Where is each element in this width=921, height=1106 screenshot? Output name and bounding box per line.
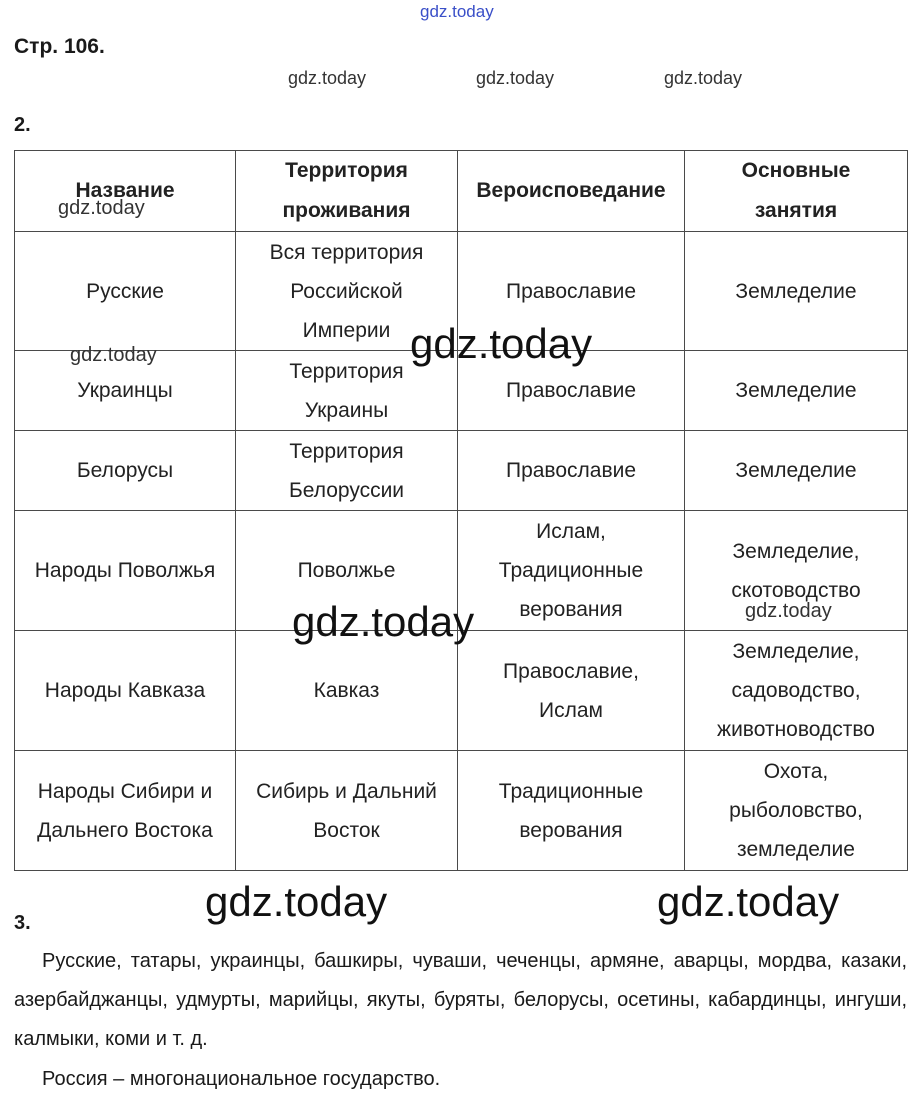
cell-name: Белорусы [15, 431, 236, 511]
cell-occupation: Охота, рыболовство, земледелие [685, 751, 908, 871]
cell-occupation: Земледелие [685, 351, 908, 431]
cell-territory: Сибирь и Дальний Восток [236, 751, 458, 871]
watermark-large: gdz.today [410, 320, 593, 367]
header-territory: Территория проживания [236, 151, 458, 232]
header-occupation: Основные занятия [685, 151, 908, 232]
cell-territory: Территория Белоруссии [236, 431, 458, 511]
cell-occupation: Земледелие, скотоводство [685, 511, 908, 631]
watermark-top: gdz.today [420, 2, 494, 21]
table-row [15, 751, 908, 871]
cell-religion: Православие [458, 232, 685, 351]
peoples-list-paragraph: Русские, татары, украинцы, башкиры, чуваши, чеченцы, армяне, аварцы, мордва, казаки, азербайджанцы, удмурты, марийцы, якуты, буряты, белорусы, осетины, кабардинцы, ингуши, калмыки, коми и т. д. [14, 950, 907, 1050]
cell-name: Народы Сибири и Дальнего Востока [15, 751, 236, 871]
table-row [15, 631, 908, 751]
header-name: Название [15, 151, 236, 232]
cell-occupation: Земледелие, садоводство, животноводство [685, 631, 908, 751]
conclusion-paragraph: Россия – многонациональное государство. [42, 1068, 441, 1090]
cell-religion: Православие [458, 431, 685, 511]
watermark: gdz.today [58, 197, 145, 219]
page-title: Стр. 106. [14, 35, 105, 58]
section-number-3: 3. [14, 912, 31, 934]
watermark-large: gdz.today [657, 878, 840, 925]
table-header-row [15, 151, 908, 232]
cell-territory: Поволжье [236, 511, 458, 631]
watermark-large: gdz.today [292, 598, 475, 645]
section-number-2: 2. [14, 114, 31, 136]
watermark-large: gdz.today [205, 878, 388, 925]
cell-name: Народы Кавказа [15, 631, 236, 751]
cell-territory: Территория Украины [236, 351, 458, 431]
cell-territory: Кавказ [236, 631, 458, 751]
cell-occupation: Земледелие [685, 431, 908, 511]
cell-occupation: Земледелие [685, 232, 908, 351]
table-row [15, 431, 908, 511]
cell-religion: Традиционные верования [458, 751, 685, 871]
cell-name: Русские [15, 232, 236, 351]
watermark: gdz.today [476, 68, 555, 88]
cell-territory: Вся территория Российской Империи [236, 232, 458, 351]
cell-religion: Православие, Ислам [458, 631, 685, 751]
cell-name: Народы Поволжья [15, 511, 236, 631]
watermark: gdz.today [664, 68, 743, 88]
watermark: gdz.today [288, 68, 367, 88]
cell-religion: Ислам, Традиционные верования [458, 511, 685, 631]
peoples-table [14, 150, 908, 871]
header-religion: Вероисповедание [458, 151, 685, 232]
watermark: gdz.today [745, 600, 832, 622]
cell-religion: Православие [458, 351, 685, 431]
watermark: gdz.today [70, 344, 157, 366]
cell-name: Украинцы [15, 351, 236, 431]
